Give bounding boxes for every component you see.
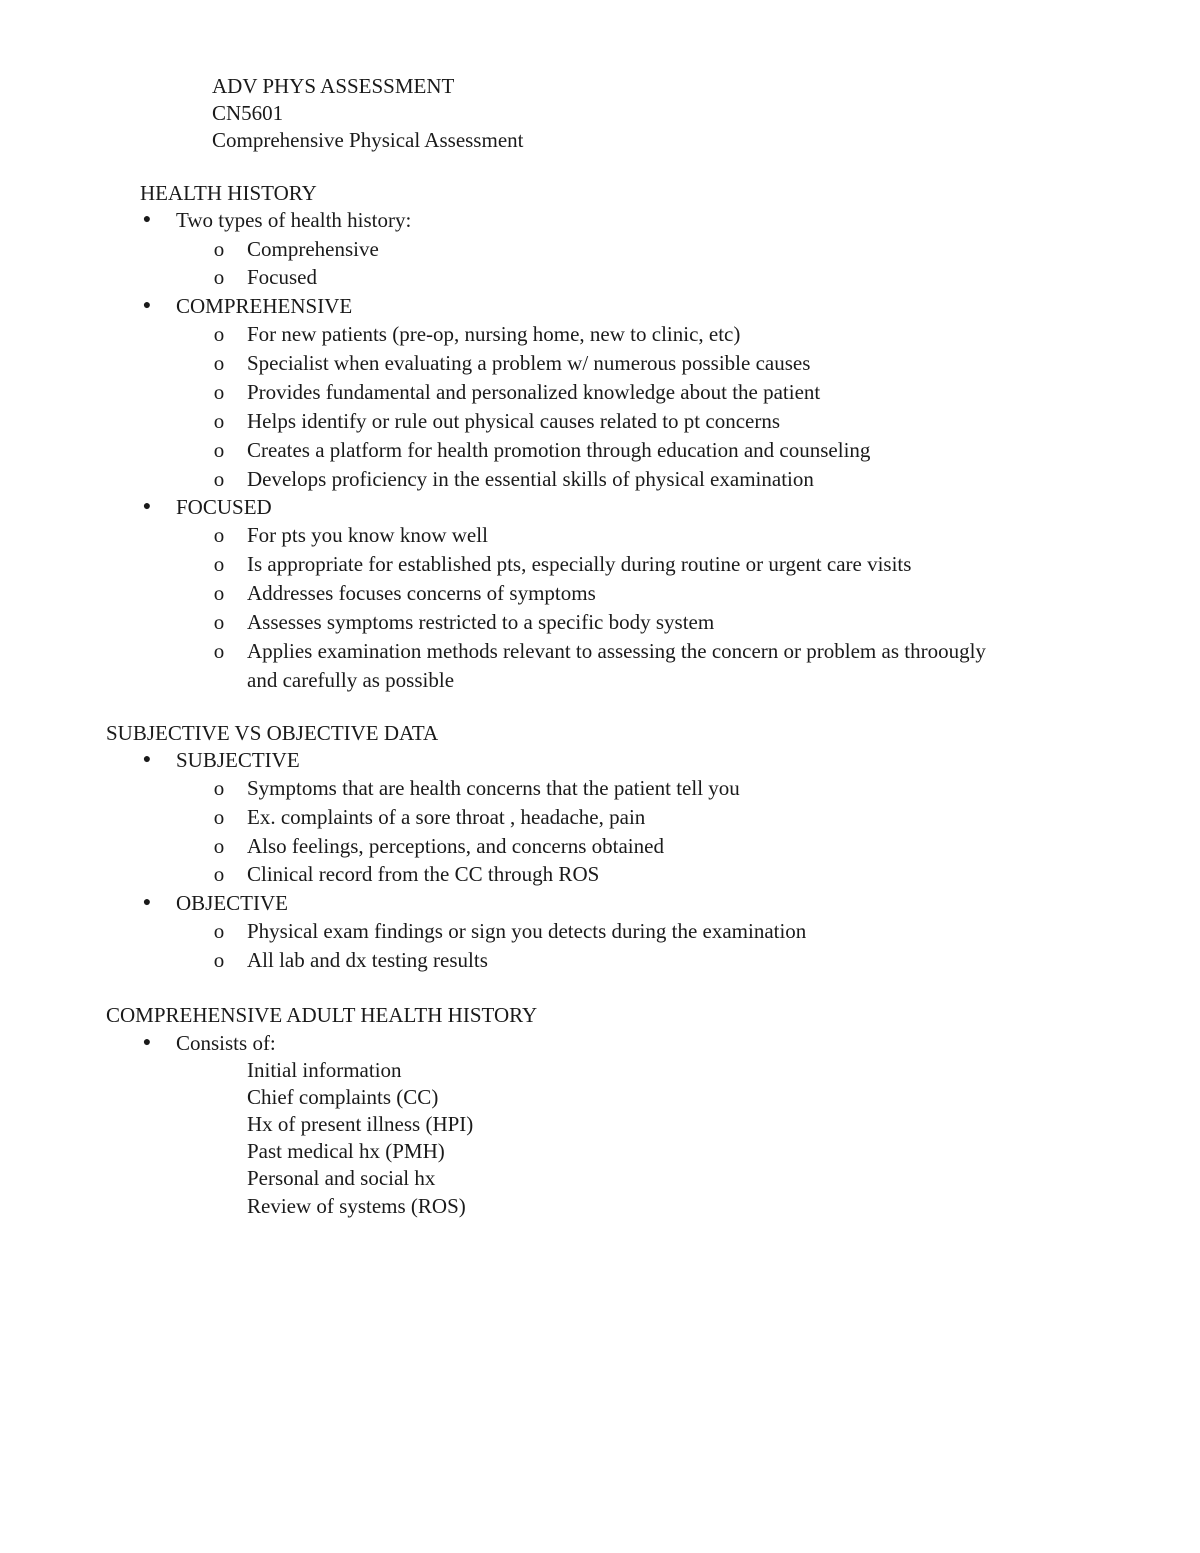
sub-bullet-icon: o <box>213 610 225 634</box>
list-item: Personal and social hx <box>247 1166 436 1190</box>
bullet-icon: ● <box>142 212 152 227</box>
sub-bullet-icon: o <box>213 523 225 547</box>
sub-bullet-icon: o <box>213 438 225 462</box>
list-item: Is appropriate for established pts, especially during routine or urgent care visits <box>247 552 912 576</box>
list-item: Symptoms that are health concerns that the patient tell you <box>247 776 740 800</box>
sub-bullet-icon: o <box>213 351 225 375</box>
sub-bullet-icon: o <box>213 322 225 346</box>
list-item: SUBJECTIVE <box>176 748 300 772</box>
list-item: OBJECTIVE <box>176 891 288 915</box>
list-item: For new patients (pre-op, nursing home, new to clinic, etc) <box>247 322 741 346</box>
list-item: Clinical record from the CC through ROS <box>247 862 600 886</box>
list-item: Ex. complaints of a sore throat , headache, pain <box>247 805 646 829</box>
sub-bullet-icon: o <box>213 581 225 605</box>
list-item: COMPREHENSIVE <box>176 294 353 318</box>
adult-history-heading: COMPREHENSIVE ADULT HEALTH HISTORY <box>106 1003 538 1027</box>
list-item: Hx of present illness (HPI) <box>247 1112 474 1136</box>
bullet-icon: ● <box>142 1035 152 1050</box>
list-item: Creates a platform for health promotion through education and counseling <box>247 438 871 462</box>
list-item: Provides fundamental and personalized knowledge about the patient <box>247 380 821 404</box>
list-item: Physical exam findings or sign you detects during the examination <box>247 919 807 943</box>
sub-bullet-icon: o <box>213 409 225 433</box>
list-item: Helps identify or rule out physical causes related to pt concerns <box>247 409 780 433</box>
list-item: FOCUSED <box>176 495 272 519</box>
list-item: Initial information <box>247 1058 402 1082</box>
bullet-icon: ● <box>142 298 152 313</box>
bullet-icon: ● <box>142 499 152 514</box>
list-item: Past medical hx (PMH) <box>247 1139 445 1163</box>
list-item: Also feelings, perceptions, and concerns obtained <box>247 834 664 858</box>
list-item: Addresses focuses concerns of symptoms <box>247 581 596 605</box>
list-item: Applies examination methods relevant to assessing the concern or problem as throougly <box>247 639 986 663</box>
list-item: Focused <box>247 265 317 289</box>
sub-bullet-icon: o <box>213 265 225 289</box>
course-code: CN5601 <box>212 101 284 125</box>
sub-bullet-icon: o <box>213 919 225 943</box>
list-item: Chief complaints (CC) <box>247 1085 439 1109</box>
sub-bullet-icon: o <box>213 380 225 404</box>
document-subtitle: Comprehensive Physical Assessment <box>212 128 524 152</box>
sub-bullet-icon: o <box>213 948 225 972</box>
list-item: Two types of health history: <box>176 208 412 232</box>
list-item: Consists of: <box>176 1031 276 1055</box>
sub-bullet-icon: o <box>213 862 225 886</box>
bullet-icon: ● <box>142 895 152 910</box>
list-item: Comprehensive <box>247 237 379 261</box>
sub-bullet-icon: o <box>213 237 225 261</box>
subjective-objective-heading: SUBJECTIVE VS OBJECTIVE DATA <box>106 721 439 745</box>
sub-bullet-icon: o <box>213 834 225 858</box>
sub-bullet-icon: o <box>213 639 225 663</box>
list-item-continuation: and carefully as possible <box>247 668 455 692</box>
list-item: For pts you know know well <box>247 523 488 547</box>
sub-bullet-icon: o <box>213 467 225 491</box>
sub-bullet-icon: o <box>213 805 225 829</box>
list-item: Assesses symptoms restricted to a specific body system <box>247 610 715 634</box>
list-item: Specialist when evaluating a problem w/ numerous possible causes <box>247 351 811 375</box>
sub-bullet-icon: o <box>213 776 225 800</box>
course-title: ADV PHYS ASSESSMENT <box>212 74 455 98</box>
list-item: Develops proficiency in the essential skills of physical examination <box>247 467 814 491</box>
list-item: Review of systems (ROS) <box>247 1194 466 1218</box>
list-item: All lab and dx testing results <box>247 948 488 972</box>
bullet-icon: ● <box>142 752 152 767</box>
health-history-heading: HEALTH HISTORY <box>140 181 317 205</box>
sub-bullet-icon: o <box>213 552 225 576</box>
